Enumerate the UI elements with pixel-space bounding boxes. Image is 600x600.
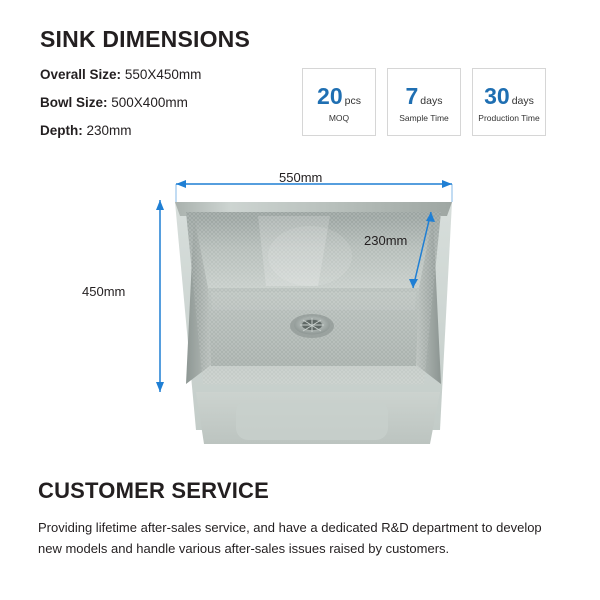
spec-bowl-size-value: 500X400mm	[111, 95, 188, 110]
badge-moq-number: 20	[317, 82, 343, 109]
dimension-depth-label: 230mm	[364, 233, 408, 248]
spec-depth-value: 230mm	[86, 123, 132, 138]
badge-moq-unit: pcs	[344, 94, 361, 107]
badge-moq-caption: MOQ	[328, 112, 350, 123]
badge-sample-time-unit: days	[420, 94, 443, 107]
badge-production-time-number: 30	[484, 82, 510, 109]
badge-sample-time-caption: Sample Time	[399, 112, 449, 123]
badge-production-time-caption: Production Time	[478, 112, 540, 123]
customer-service-body: Providing lifetime after-sales service, and have a dedicated R&D department to develop new models and handle various after-sales issues raised by customers.	[38, 520, 542, 557]
spec-overall-size-label: Overall Size:	[40, 67, 122, 82]
customer-service-section	[38, 478, 568, 572]
badge-sample-time-top	[405, 82, 443, 109]
spec-depth-label: Depth:	[40, 123, 83, 138]
badge-moq-top	[317, 82, 361, 109]
spec-bowl-size-label: Bowl Size:	[40, 95, 108, 110]
badge-production-time-top	[484, 82, 534, 109]
badge-production-time-unit: days	[511, 94, 534, 107]
badge-moq	[302, 68, 376, 136]
badge-sample-time	[387, 68, 461, 136]
badge-production-time	[472, 68, 546, 136]
sink-diagram	[0, 160, 600, 460]
dimension-height-label: 450mm	[82, 284, 126, 299]
spec-overall-size-value: 550X450mm	[124, 67, 202, 82]
dimension-width-label: 550mm	[279, 170, 323, 185]
badge-sample-time-number: 7	[405, 82, 419, 109]
badge-group	[302, 68, 546, 136]
sink-illustration	[0, 160, 600, 460]
customer-service-title: CUSTOMER SERVICE	[38, 478, 269, 503]
page-title: SINK DIMENSIONS	[40, 26, 251, 52]
